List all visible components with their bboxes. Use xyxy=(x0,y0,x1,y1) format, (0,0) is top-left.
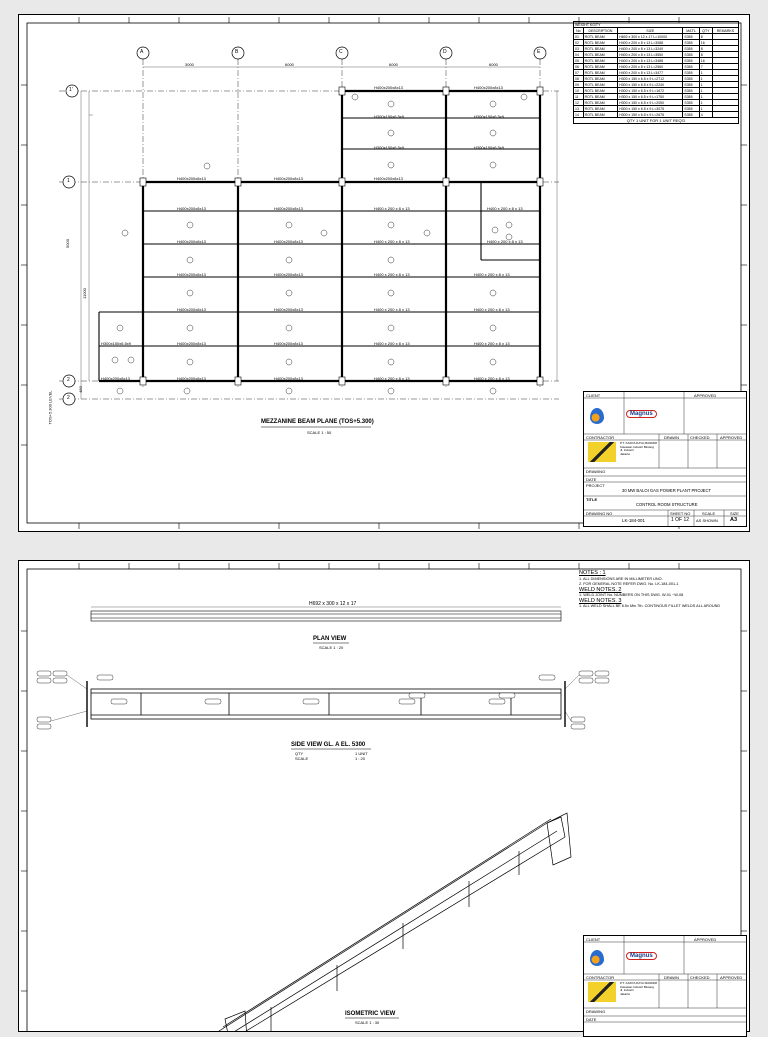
contractor-line: P.T. KARYA DAYA MANDIRI xyxy=(620,981,658,985)
title-block-sheet-2 xyxy=(583,935,747,1037)
bom-body xyxy=(574,34,739,118)
bom-cell: ROTL BEAM xyxy=(583,46,618,52)
tb-drawing-no: LK-184-001 xyxy=(622,518,645,523)
notes-3-line-1: 1. ALL WELD SHALL BE 6.5x Min 7th. CONTINOUS FILLET WELDS ALL AROUND xyxy=(579,604,721,608)
bom-cell: S355 xyxy=(683,76,699,82)
bom-cell: 14 xyxy=(574,112,584,118)
beam-label: H400x200x8x13 xyxy=(177,239,206,244)
contractor-line: Kawasan Industri Bintang xyxy=(620,444,655,449)
bom-cell: S355 xyxy=(683,106,699,112)
bom-cell: 11 xyxy=(574,94,584,100)
bom-cell: ROTL BEAM xyxy=(583,106,618,112)
beam-label: H400 x 200 x 8 x 13 xyxy=(374,307,410,312)
bom-cell: H400 x 200 x 8 x 13 L=3088 xyxy=(618,40,683,46)
bom-cell: H400 x 200 x 8 x 13 L=3550 xyxy=(618,52,683,58)
title-block xyxy=(583,391,747,527)
bom-cell: 03 xyxy=(574,46,584,52)
contractor-line: P.T. KARYA DAYA MANDIRI xyxy=(620,441,658,445)
tb-date-label: DATE xyxy=(586,1017,597,1022)
tb-title: CONTROL ROOM STRUCTURE xyxy=(636,502,698,507)
bom-col-size: SIZE xyxy=(618,28,683,34)
bom-cell: 8 xyxy=(699,34,712,40)
beam-label: H400x200x8x13 xyxy=(274,341,303,346)
tb-contractor-label: CONTRACTOR xyxy=(586,435,615,440)
side-view-title: SIDE VIEW GL. A EL. 5300 xyxy=(291,742,366,748)
beam-label: H400 x 200 x 8 x 13 xyxy=(374,206,410,211)
bom-cell: S355 xyxy=(683,58,699,64)
tb-scale: AS SHOWN xyxy=(696,518,718,523)
client-logo: Magnus xyxy=(626,952,657,960)
dim-top-4: 6000 xyxy=(489,62,498,67)
plan-view-title: PLAN VIEW xyxy=(313,636,347,642)
beam-label: H400 x 200 x 8 x 13 xyxy=(374,341,410,346)
grid-label-2-second: 2 xyxy=(67,395,70,401)
tb-drawn-label: DRAWN xyxy=(664,975,679,980)
notes-3-title: WELD NOTES. 3 xyxy=(579,597,622,604)
bom-cell: H400 x 200 x 8 x 13 L=2560 xyxy=(618,64,683,70)
tb-drawing-label: DRAWING xyxy=(586,469,606,474)
beam-label: H400 x 200 x 8 x 13 xyxy=(474,272,510,277)
tb-size: A3 xyxy=(730,517,738,523)
grid-label-e: E xyxy=(537,49,541,55)
tb-approved-label: APPROVED xyxy=(694,937,717,942)
tb-approved2-label: APPROVED xyxy=(720,975,743,980)
tb-sheet-no: 1 OF 12 xyxy=(671,517,690,523)
bom-cell: 02 xyxy=(574,40,584,46)
bom-cell: ROTL BEAM xyxy=(583,64,618,70)
bom-cell: 12 xyxy=(574,100,584,106)
dim-top-2: 6000 xyxy=(285,62,294,67)
bom-cell: 1 xyxy=(699,82,712,88)
contractor-address xyxy=(620,442,657,456)
beam-label: H400 x 200 x 8 x 13 xyxy=(487,239,523,244)
bom-cell: H400 x 200 x 8 x 13 L=3240 xyxy=(618,46,683,52)
bom-cell: 1 xyxy=(699,76,712,82)
tb-title-label: TITLE xyxy=(586,497,598,502)
beam-label: H300x150x6.5x9 xyxy=(101,341,132,346)
bom-cell: S355 xyxy=(683,70,699,76)
bom-footer: QTY 1 UNIT FOR 1 UNIT REQ'D xyxy=(574,118,739,124)
grid-label-2: 2 xyxy=(67,377,70,383)
notes-1-title: NOTES : 1 xyxy=(579,570,606,576)
bom-cell: H300 x 150 x 6.5 x 9 L=2050 xyxy=(618,100,683,106)
bom-cell: S355 xyxy=(683,34,699,40)
bill-of-materials xyxy=(573,21,739,124)
bom-cell: ROTL BEAM xyxy=(583,88,618,94)
tb-client-label: CLIENT xyxy=(586,393,601,398)
dim-top-3: 6000 xyxy=(389,62,398,67)
tb-sheet-no-label: SHEET NO xyxy=(670,511,691,516)
bom-cell: 1 xyxy=(699,94,712,100)
beam-label: H400 x 200 x 8 x 13 xyxy=(374,272,410,277)
bom-cell: 16 xyxy=(699,58,712,64)
bom-cell: S355 xyxy=(683,40,699,46)
bom-cell: H400 x 200 x 8 x 13 L=3488 xyxy=(618,58,683,64)
grid-label-c: C xyxy=(339,49,343,55)
tb-checked-label: CHECKED xyxy=(690,435,710,440)
bom-cell: ROTL BEAM xyxy=(583,82,618,88)
client-logo-drop-icon xyxy=(590,950,604,966)
grid-label-1-prime: 1' xyxy=(69,87,73,93)
side-view-qty-label: QTY xyxy=(295,751,304,756)
bom-cell: ROTL BEAM xyxy=(583,40,618,46)
contractor-line: Kawasan Industri Bintang xyxy=(620,984,655,989)
dim-left-3: 480 xyxy=(77,386,83,393)
dim-left-1: 5000 xyxy=(64,239,70,248)
bom-cell: ROTL BEAM xyxy=(583,52,618,58)
grid-label-b: B xyxy=(235,49,239,55)
isometric-view-title: ISOMETRIC VIEW xyxy=(345,1011,396,1017)
bom-cell: S355 xyxy=(683,88,699,94)
bom-cell: H300 x 150 x 6.5 x 9 L=2675 xyxy=(618,112,683,118)
tb-size-label: SIZE xyxy=(730,511,739,516)
bom-cell: 1 xyxy=(699,106,712,112)
beam-label: H400x200x8x13 xyxy=(177,376,206,381)
beam-label: H400x200x8x13 xyxy=(274,239,303,244)
beam-label: H400x200x8x13 xyxy=(177,272,206,277)
bom-cell: 09 xyxy=(574,82,584,88)
bom-cell: H300 x 150 x 6.5 x 9 L=1672 xyxy=(618,88,683,94)
contractor-address xyxy=(620,982,657,996)
bom-cell: H400 x 200 x 8 x 13 L=3477 xyxy=(618,70,683,76)
beam-label: H400x200x8x13 xyxy=(374,85,403,90)
bom-col-material: MAT'L xyxy=(683,28,699,34)
tb-approved-label: APPROVED xyxy=(694,393,717,398)
side-view-qty: 1 UNIT xyxy=(355,751,368,756)
tb-approved2-label: APPROVED xyxy=(720,435,743,440)
beam-label: H400 x 200 x 8 x 13 xyxy=(374,239,410,244)
beam-label: H400x200x8x13 xyxy=(374,176,403,181)
notes-2-title: WELD NOTES. 2 xyxy=(579,586,622,593)
bom-cell: 08 xyxy=(574,76,584,82)
beam-label: H400 x 200 x 8 x 13 xyxy=(474,341,510,346)
tb-contractor-label: CONTRACTOR xyxy=(586,975,615,980)
bom-cell: 8 xyxy=(699,52,712,58)
bom-cell: ROTL BEAM xyxy=(583,58,618,64)
beam-label: H400 x 200 x 8 x 13 xyxy=(474,376,510,381)
bom-cell: 1 xyxy=(699,70,712,76)
beam-label: H300x150x6.5x9 xyxy=(374,114,405,119)
isometric-view-scale: SCALE 1 : 30 xyxy=(355,1020,380,1025)
beam-label: H300x150x6.5x9 xyxy=(374,145,405,150)
bom-cell: S355 xyxy=(683,52,699,58)
beam-label: H400 x 200 x 8 x 13 xyxy=(474,307,510,312)
beam-label: H400x200x8x13 xyxy=(274,307,303,312)
bom-cell: 05 xyxy=(574,58,584,64)
bom-col-remarks: REMARKS xyxy=(712,28,738,34)
bom-cell: 06 xyxy=(574,64,584,70)
bom-cell: 4 xyxy=(699,112,712,118)
tb-checked-label: CHECKED xyxy=(690,975,710,980)
contractor-logo-icon xyxy=(588,442,616,462)
plan-view-dimension: H692 x 300 x 12 x 17 xyxy=(309,601,357,607)
bom-col-qty: QTY xyxy=(699,28,712,34)
contractor-line: Jakarta xyxy=(620,451,630,456)
bom-cell: 1 xyxy=(699,100,712,106)
grid-label-1: 1 xyxy=(67,178,70,184)
beam-label: H400x200x8x13 xyxy=(177,307,206,312)
tb-drawing-label: DRAWING xyxy=(586,1009,606,1014)
bom-header: WEIGHT KG/TY xyxy=(574,22,739,28)
bom-cell: ROTL BEAM xyxy=(583,112,618,118)
beam-label: H400 x 200 x 8 x 13 xyxy=(374,376,410,381)
bom-cell: S355 xyxy=(683,82,699,88)
contractor-line: Jl. Industri xyxy=(620,988,634,993)
beam-label: H400x200x8x13 xyxy=(274,376,303,381)
bom-cell: 01 xyxy=(574,34,584,40)
contractor-logo-icon xyxy=(588,982,616,1002)
drawing-sheet-1 xyxy=(18,14,750,532)
bom-cell: 10 xyxy=(574,88,584,94)
dim-left-2: 11000 xyxy=(81,288,87,299)
bom-col-no: No xyxy=(574,28,584,34)
beam-label: H400x200x8x13 xyxy=(177,206,206,211)
beam-label: H300x150x6.5x9 xyxy=(474,145,505,150)
level-note: TOS+5.300 LEVEL xyxy=(47,390,53,425)
tb-client-label: CLIENT xyxy=(586,937,601,942)
bom-cell: 07 xyxy=(574,70,584,76)
notes-1-line-2: 2. FOR GENERAL NOTE REFER DWG. No. LK-184-001-1 xyxy=(579,582,679,586)
plan-scale: SCALE 1 : 50 xyxy=(307,430,332,435)
client-logo: Magnus xyxy=(626,410,657,418)
beam-label: H400 x 200 x 8 x 13 xyxy=(487,206,523,211)
beam-label: H300x150x6.5x9 xyxy=(474,114,505,119)
contractor-line: Jl. Industri xyxy=(620,448,634,453)
bom-cell: 8 xyxy=(699,46,712,52)
tb-project: 30 MW BALOI GAS POWER PLANT PROJECT xyxy=(622,488,712,493)
tb-scale-label: SCALE xyxy=(702,511,716,516)
side-view-scale-label: SCALE xyxy=(295,756,309,761)
plan-view-scale: SCALE 1 : 20 xyxy=(319,645,344,650)
grid-label-d: D xyxy=(443,49,447,55)
dim-top-1: 3000 xyxy=(185,62,194,67)
tb-drawn-label: DRAWN xyxy=(664,435,679,440)
bom-cell: 04 xyxy=(574,52,584,58)
beam-label: H400x200x8x13 xyxy=(474,85,503,90)
tb-drawing-no-label: DRAWING NO xyxy=(586,511,613,516)
drawing-notes xyxy=(579,571,745,610)
bom-cell: 1 xyxy=(699,88,712,94)
tb-date-label: DATE xyxy=(586,477,597,482)
bom-cell: H692 x 300 x 12 x 17 L=10000 xyxy=(618,34,683,40)
bom-cell: ROTL BEAM xyxy=(583,76,618,82)
beam-label: H400x200x8x13 xyxy=(274,176,303,181)
bom-cell: H300 x 150 x 6.5 x 9 L=2240 xyxy=(618,82,683,88)
beam-label: H400x200x8x13 xyxy=(274,206,303,211)
bom-cell: S355 xyxy=(683,112,699,118)
notes-2-line-1: 1. WELD JOINT No. NUMBERS ON THIS DWG. W-01 ~W-08 xyxy=(579,593,684,597)
notes-1-line-1: 1. ALL DIMENSIONS ARE IN MILLIMETER UNO. xyxy=(579,576,663,581)
bom-cell: S355 xyxy=(683,94,699,100)
grid-label-a: A xyxy=(140,49,144,55)
contractor-line: Jakarta xyxy=(620,991,630,996)
beam-label: H400x200x8x13 xyxy=(177,341,206,346)
bom-cell: S355 xyxy=(683,46,699,52)
bom-cell: H300 x 150 x 6.5 x 9 L=2712 xyxy=(618,76,683,82)
bom-cell: 7 xyxy=(699,64,712,70)
bom-cell: ROTL BEAM xyxy=(583,34,618,40)
bom-cell: ROTL BEAM xyxy=(583,94,618,100)
bom-cell: 16 xyxy=(699,40,712,46)
beam-label: H400x200x8x13 xyxy=(177,176,206,181)
bom-cell: 13 xyxy=(574,106,584,112)
beam-label: H400x200x8x13 xyxy=(101,376,130,381)
bom-col-description: DESCRIPTION xyxy=(583,28,618,34)
drawing-sheet-2 xyxy=(18,560,750,1032)
plan-title: MEZZANINE BEAM PLANE (TOS+5.300) xyxy=(261,419,374,425)
bom-cell: H300 x 150 x 6.5 x 9 L=1750 xyxy=(618,94,683,100)
bom-cell: S355 xyxy=(683,64,699,70)
bom-cell: ROTL BEAM xyxy=(583,100,618,106)
client-logo-drop-icon xyxy=(590,408,604,424)
bom-cell: H300 x 150 x 6.5 x 9 L=3075 xyxy=(618,106,683,112)
bom-cell: S355 xyxy=(683,100,699,106)
bom-cell: ROTL BEAM xyxy=(583,70,618,76)
tb-project-label: PROJECT xyxy=(586,483,605,488)
beam-label: H400x200x8x13 xyxy=(274,272,303,277)
side-view-scale: 1 : 20 xyxy=(355,756,366,761)
